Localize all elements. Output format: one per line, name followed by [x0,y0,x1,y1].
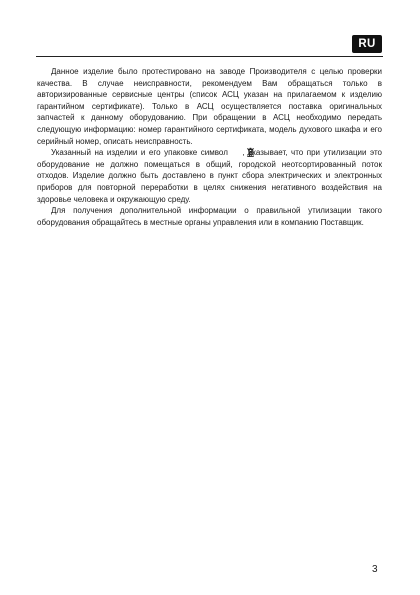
paragraph-service-info: Данное изделие было протестировано на заводе Производителя с целью проверки качества. В случае неисправности, рекомендуем Вам обращаться только в авторизированные сервисные центры (список АСЦ указан на прилагаемом к изделию гарантийном сертификате). Только в АСЦ осуществляется поставка оригинальных запчастей к данному оборудованию. При обращении в АСЦ необходимо передать следующую информацию: номер гарантийного сертификата, модель духового шкафа и его серийный номер, описать неисправность. [37,67,382,146]
paragraph-disposal-text-after: , указывает, что при утилизации это оборудование не должно помещаться в общий, городской неотсортированный поток отходов. Изделие должно быть доставлено в пункт сбора электрических и электронных приборов для повторной переработки в целях снижения негативного воздействия на здоровье человека и окружающую среду. [37,148,382,204]
page-number: 3 [372,564,378,575]
crossed-out-wheelie-bin-icon [232,147,241,157]
paragraph-disposal-text-before: Указанный на изделии и его упаковке символ [51,148,228,158]
paragraph-more-info: Для получения дополнительной информации о правильной утилизации такого оборудования обращайтесь в местные органы управления или в компанию Поставщик. [37,206,382,227]
language-badge: RU [352,35,382,53]
paragraph-disposal-symbol [37,147,382,205]
document-body [37,66,382,228]
header-divider [36,56,383,57]
